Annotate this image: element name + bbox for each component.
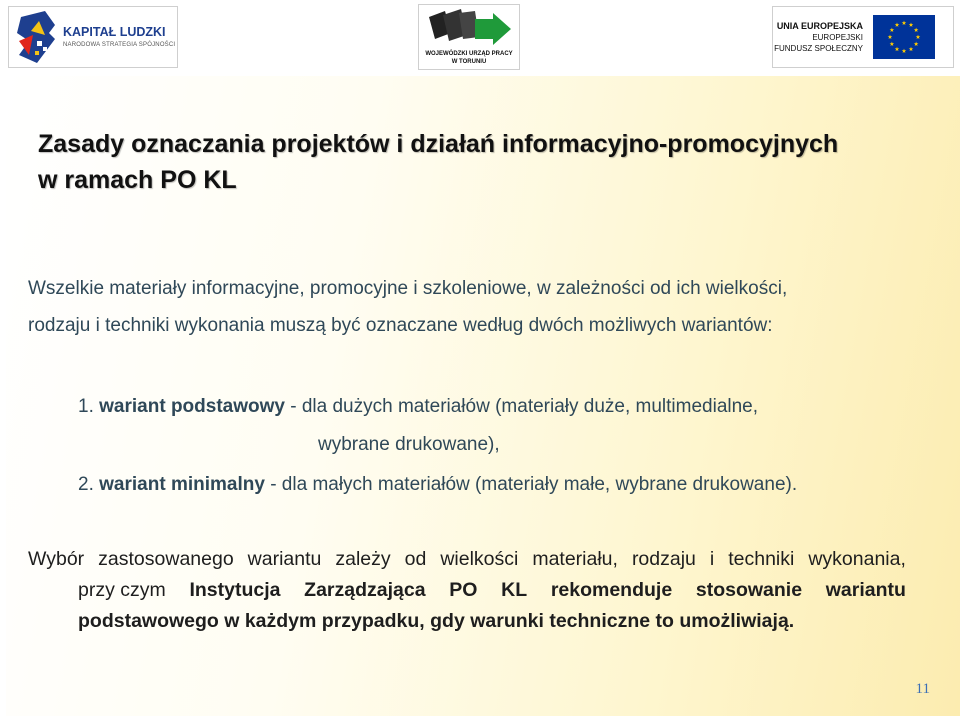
recommendation-word: zależy	[335, 548, 391, 570]
recommendation-word: zastosowanego	[98, 548, 234, 570]
recommendation-line2	[28, 575, 906, 606]
variant-item-1-name: wariant podstawowy	[99, 396, 285, 417]
wup-name-line2: W TORUNIU	[451, 59, 487, 65]
recommendation-word: rodzaju	[631, 548, 696, 570]
eu-text-line2: EUROPEJSKI	[812, 33, 863, 42]
kapital-ludzki-emblem-icon	[15, 11, 57, 63]
kapital-ludzki-title: KAPITAŁ LUDZKI	[63, 25, 166, 39]
eu-efs-logo	[772, 6, 954, 68]
recommendation-word: Wybór	[28, 548, 85, 570]
recommendation-paragraph	[28, 544, 906, 637]
variant-item-2-name: wariant minimalny	[99, 474, 265, 495]
kapital-ludzki-logo	[8, 6, 178, 68]
recommendation-bold-word: wariantu	[825, 579, 906, 601]
kapital-ludzki-subtitle: NARODOWA STRATEGIA SPÓJNOŚCI	[63, 42, 176, 48]
variant-item-1-number: 1.	[78, 396, 94, 417]
wup-arrow-emblem-icon	[425, 9, 513, 49]
intro-text-line2: rodzaju i techniki wykonania muszą być oznaczane według dwóch możliwych wariantów:	[28, 315, 773, 336]
page-number: 11	[915, 681, 930, 697]
recommendation-word: od	[404, 548, 427, 570]
recommendation-word: wariantu	[247, 548, 322, 570]
recommendation-bold-word: PO	[449, 579, 478, 601]
recommendation-word: wielkości	[440, 548, 519, 570]
recommendation-bold-word: Zarządzająca	[304, 579, 426, 601]
slide-title-line2: w ramach PO KL	[38, 166, 237, 194]
recommendation-bold-word: KL	[501, 579, 528, 601]
recommendation-bold-word: Instytucja	[189, 579, 281, 601]
recommendation-plain-text: przy czym	[78, 579, 166, 601]
variant-item-2-desc: - dla małych materiałów (materiały małe, wybrane drukowane).	[264, 474, 798, 495]
recommendation-bold-word: rekomenduje	[550, 579, 673, 601]
slide-title-line1: Zasady oznaczania projektów i działań informacyjno-promocyjnych	[38, 130, 839, 158]
recommendation-word: wykonania,	[808, 548, 906, 570]
recommendation-word: techniki	[728, 548, 795, 570]
eu-flag-icon	[873, 15, 935, 59]
recommendation-bold-word: stosowanie	[695, 579, 803, 601]
eu-text-line3: FUNDUSZ SPOŁECZNY	[774, 44, 863, 53]
variant-item-1-continuation: wybrane drukowane),	[318, 434, 500, 455]
recommendation-word: i	[709, 548, 715, 570]
intro-text-line1: Wszelkie materiały informacyjne, promocyjne i szkoleniowe, w zależności od ich wielkości,	[28, 278, 788, 299]
recommendation-word: materiału,	[532, 548, 618, 570]
variant-item-1-desc: - dla dużych materiałów (materiały duże, multimedialne,	[284, 396, 759, 417]
variant-item-2	[78, 474, 797, 496]
eu-text-line1: UNIA EUROPEJSKA	[776, 21, 863, 31]
slide-header	[0, 0, 960, 76]
slide-title	[38, 126, 918, 198]
wup-torun-logo	[418, 4, 520, 70]
variant-item-2-number: 2.	[78, 474, 94, 495]
recommendation-line1	[28, 544, 906, 575]
wup-name-line1: WOJEWÓDZKI URZĄD PRACY	[425, 51, 513, 57]
variant-item-1	[78, 396, 758, 418]
recommendation-line3: podstawowego w każdym przypadku, gdy warunki techniczne to umożliwiają.	[78, 610, 795, 632]
